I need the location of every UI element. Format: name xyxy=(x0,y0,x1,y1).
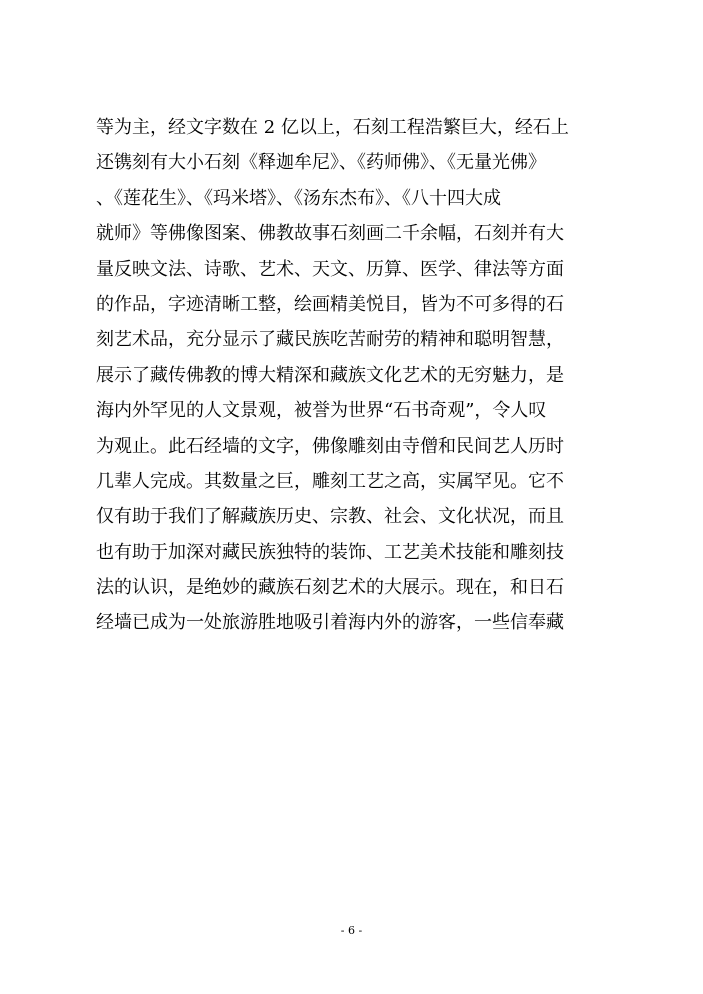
text-line: 几辈人完成。其数量之巨，雕刻工艺之高，实属罕见。它不 xyxy=(96,470,564,492)
text-line: 、《莲花生》、《玛米塔》、《汤东杰布》、《八十四大成 xyxy=(96,187,501,209)
page-number: - 6 - xyxy=(340,924,363,937)
text-line: 就师》等佛像图案、佛教故事石刻画二千余幅，石刻并有大 xyxy=(96,223,564,245)
text-line: 刻艺术品，充分显示了藏民族吃苦耐劳的精神和聪明智慧， xyxy=(96,329,564,351)
text-line: 量反映文法、诗歌、艺术、天文、历算、医学、律法等方面 xyxy=(96,258,564,280)
text-line: 等为主，经文字数在 2 亿以上，石刻工程浩繁巨大，经石上 xyxy=(96,117,569,138)
text-line: 海内外罕见的人文景观，被誉为世界“石书奇观”，令人叹 xyxy=(96,400,547,422)
text-line: 还镌刻有大小石刻《释迦牟尼》、《药师佛》、《无量光佛》 xyxy=(96,152,546,174)
text-line: 经墙已成为一处旅游胜地吸引着海内外的游客，一些信奉藏 xyxy=(96,612,564,634)
body-text xyxy=(96,110,616,641)
text-line: 也有助于加深对藏民族独特的装饰、工艺美术技能和雕刻技 xyxy=(96,541,564,563)
text-line: 仅有助于我们了解藏族历史、宗教、社会、文化状况，而且 xyxy=(96,506,564,528)
text-line: 展示了藏传佛教的博大精深和藏族文化艺术的无穷魅力，是 xyxy=(96,364,564,386)
text-line: 为观止。此石经墙的文字，佛像雕刻由寺僧和民间艺人历时 xyxy=(96,435,564,457)
text-line: 的作品，字迹清晰工整，绘画精美悦目，皆为不可多得的石 xyxy=(96,293,564,315)
text-line: 法的认识，是绝妙的藏族石刻艺术的大展示。现在，和日石 xyxy=(96,577,564,599)
